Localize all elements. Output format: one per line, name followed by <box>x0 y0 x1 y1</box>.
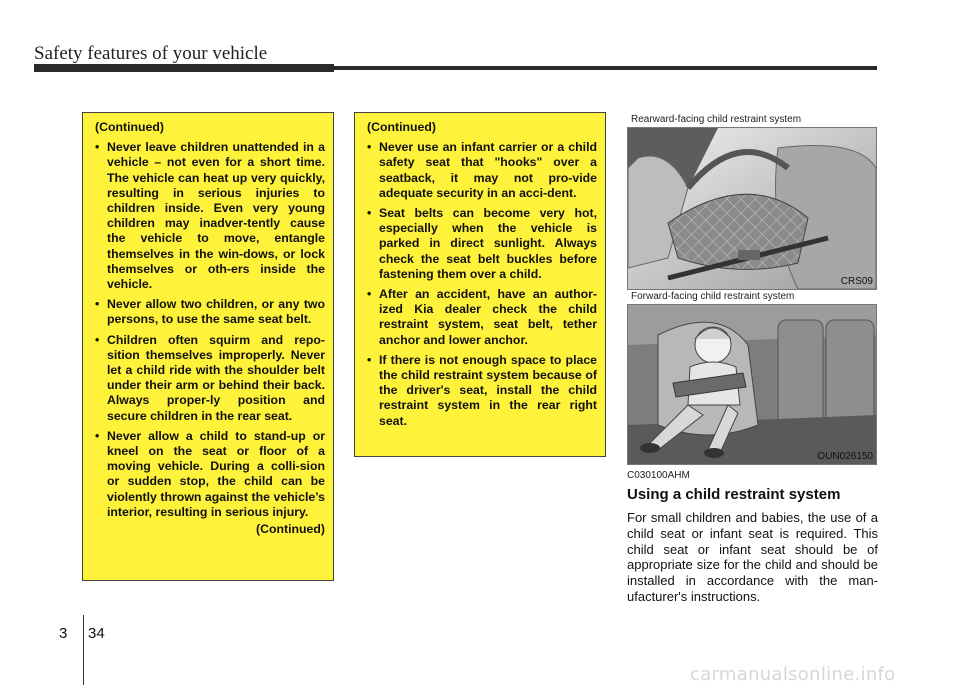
warning-item: • Never use an infant carrier or a child safety seat that "hooks" over a seatback, it may not pro-vide adequate security in an acci-dent. <box>367 140 597 200</box>
bullet-icon: • <box>367 352 372 367</box>
section-body: For small children and babies, the use of a child seat or infant seat is required. This child seat or infant seat should be of appropriate size for the child and should be installed in accordance with the man-ufacturer's instructions. <box>627 510 878 604</box>
continued-label-bottom: (Continued) <box>256 522 325 537</box>
warning-item: • After an accident, have an author-ized Kia dealer check the child restraint system, seat belt, tether anchor and lower anchor. <box>367 287 597 347</box>
figure-code: CRS09 <box>840 276 873 287</box>
warning-item: • Children often squirm and repo-sition themselves improperly. Never let a child ride with the shoulder belt under their arm or behind their back. Always proper-ly position and secure children in the rear seat. <box>95 332 325 423</box>
warning-item: • If there is not enough space to place the child restraint system because of the driver's seat, install the child restraint system in the rear right seat. <box>367 352 597 428</box>
warning-list <box>93 140 325 520</box>
warning-box-left <box>82 112 334 581</box>
warning-item: • Never leave children unattended in a vehicle – not even for a short time. The vehicle can heat up very quickly, resulting in serious injuries to children inside. Even very young children may inadver-tently cause the vehicle to move, entangle themselves in the win-dows, or lock themselves or oth-ers inside the vehicle. <box>95 140 325 292</box>
section-code: C030100AHM <box>627 470 690 481</box>
bullet-icon: • <box>367 140 372 155</box>
bullet-icon: • <box>95 332 100 347</box>
section-title: Using a child restraint system <box>627 486 841 503</box>
bullet-icon: • <box>367 206 372 221</box>
figure-caption-forward: Forward-facing child restraint system <box>631 291 795 302</box>
header-rule <box>34 66 877 70</box>
page-header-title: Safety features of your vehicle <box>34 43 268 64</box>
warning-box-middle <box>354 112 606 457</box>
bullet-icon: • <box>95 140 100 155</box>
watermark: carmanualsonline.info <box>690 664 896 685</box>
figure-caption-rearward: Rearward-facing child restraint system <box>631 114 802 125</box>
bullet-icon: • <box>95 428 100 443</box>
warning-item: • Seat belts can become very hot, especially when the vehicle is parked in direct sunlight. Always check the seat belt buckles before fastening them over a child. <box>367 206 597 281</box>
warning-item: • Never allow a child to stand-up or kneel on the seat or floor of a moving vehicle. During a colli-sion or sudden stop, the child can be violently thrown against the vehicle’s interior, resulting in serious injury. <box>95 428 325 519</box>
page-number-divider <box>83 615 84 685</box>
page-number: 34 <box>88 625 105 642</box>
rearward-child-seat-illustration <box>627 127 877 290</box>
forward-seat-drawing <box>628 305 876 464</box>
forward-child-seat-illustration <box>627 304 877 465</box>
figure-code: OUN026150 <box>817 451 873 462</box>
bullet-icon: • <box>95 297 100 312</box>
continued-label-top: (Continued) <box>95 120 164 134</box>
continued-label-top: (Continued) <box>367 120 436 134</box>
bullet-icon: • <box>367 287 372 302</box>
rearward-seat-drawing <box>628 128 876 289</box>
chapter-number: 3 <box>59 625 68 642</box>
warning-list <box>365 140 597 429</box>
warning-item: • Never allow two children, or any two persons, to use the same seat belt. <box>95 297 325 327</box>
